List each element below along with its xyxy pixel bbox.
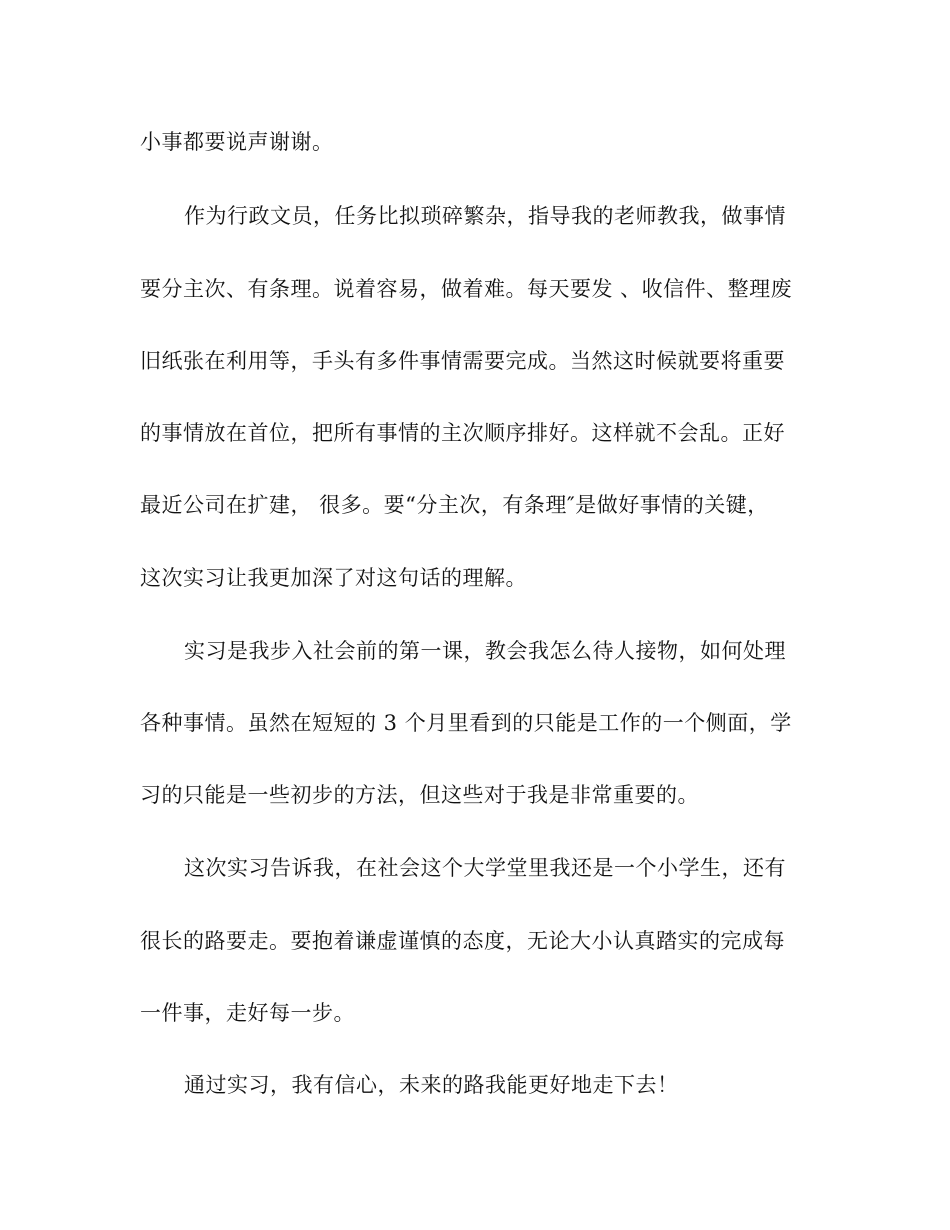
text-line-3: 要分主次、有条理。说着容易，做着难。每天要发 、收信件、整理废 xyxy=(140,277,793,301)
text-line-10: 习的只能是一些初步的方法，但这些对于我是非常重要的。 xyxy=(140,783,699,807)
text-line-5: 的事情放在首位，把所有事情的主次顺序排好。这样就不会乱。正好 xyxy=(140,421,785,445)
text-line-11: 这次实习告诉我，在社会这个大学堂里我还是一个小学生，还有 xyxy=(184,856,786,880)
text-line-13: 一件事，走好每一步。 xyxy=(140,1001,355,1025)
text-line-7: 这次实习让我更加深了对这句话的理解。 xyxy=(140,566,527,590)
text-line-8: 实习是我步入社会前的第一课，教会我怎么待人接物，如何处理 xyxy=(184,639,786,663)
text-line-1: 小事都要说声谢谢。 xyxy=(140,130,334,154)
text-line-14: 通过实习，我有信心，未来的路我能更好地走下去！ xyxy=(184,1073,679,1097)
text-line-9: 各种事情。虽然在短短的 3 个月里看到的只能是工作的一个侧面，学 xyxy=(140,711,792,735)
text-line-2: 作为行政文员，任务比拟琐碎繁杂，指导我的老师教我，做事情 xyxy=(184,204,786,228)
text-line-6: 最近公司在扩建， 很多。要“分主次，有条理″是做好事情的关键， xyxy=(140,493,769,517)
text-line-4: 旧纸张在利用等，手头有多件事情需要完成。当然这时候就要将重要 xyxy=(140,349,785,373)
text-line-12: 很长的路要走。要抱着谦虚谨慎的态度，无论大小认真踏实的完成每 xyxy=(140,929,785,953)
